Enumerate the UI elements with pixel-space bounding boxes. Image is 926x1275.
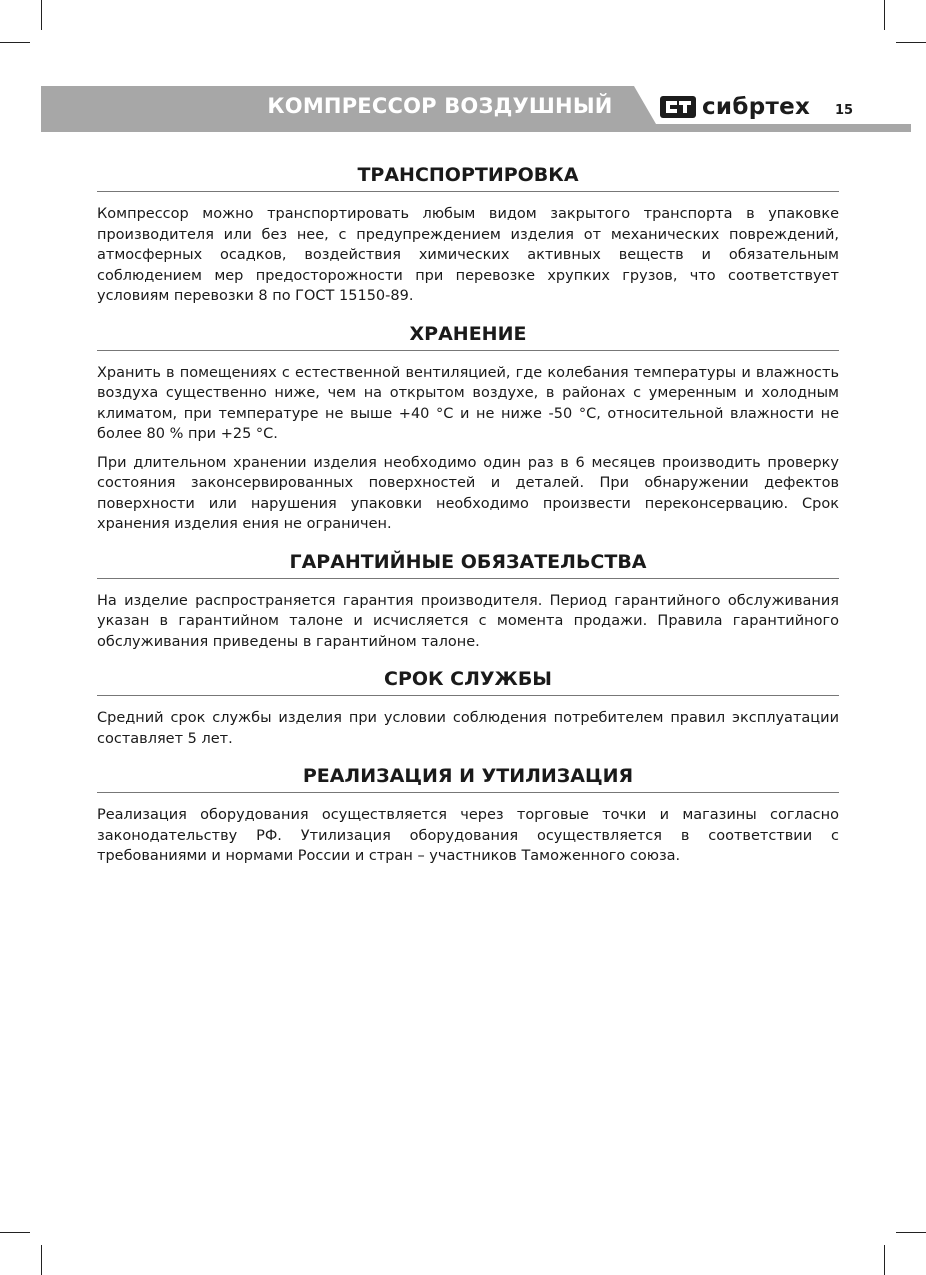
brand-logo bbox=[660, 94, 810, 120]
crop-mark bbox=[896, 1232, 926, 1233]
section-transport bbox=[97, 162, 839, 307]
section-title: СРОК СЛУЖБЫ bbox=[97, 666, 839, 696]
crop-mark bbox=[896, 42, 926, 43]
section-warranty bbox=[97, 549, 839, 653]
page-number: 15 bbox=[835, 103, 854, 118]
section-service-life bbox=[97, 666, 839, 749]
section-title: ХРАНЕНИЕ bbox=[97, 321, 839, 351]
section-title: РЕАЛИЗАЦИЯ И УТИЛИЗАЦИЯ bbox=[97, 763, 839, 793]
sibrtech-logo-icon bbox=[660, 96, 696, 118]
crop-mark bbox=[41, 0, 42, 30]
page-content bbox=[97, 162, 839, 867]
logo-text: сибртех bbox=[702, 94, 811, 120]
crop-mark bbox=[884, 1245, 885, 1275]
crop-mark bbox=[0, 1232, 30, 1233]
crop-mark bbox=[0, 42, 30, 43]
paragraph: Компрессор можно транспортировать любым видом закрытого транспорта в упаковке производителя или без нее, с предупреждением изделия от механических повреждений, атмосферных осадков, воздействия химических активных веществ и обязательным соблюдением мер предосторожности при перевозке хрупких грузов, что соответствует условиям перевозки 8 по ГОСТ 15150-89. bbox=[97, 206, 839, 304]
section-disposal bbox=[97, 763, 839, 867]
crop-mark bbox=[884, 0, 885, 30]
paragraph: Хранить в помещениях с естественной вентиляцией, где колебания температуры и влажность воздуха существенно ниже, чем на открытом воздухе, в районах с умеренным и холодным климатом, при температуре не выше +40 °С и не ниже -50 °С, относительной влажности не более 80 % при +25 °С. bbox=[97, 364, 839, 442]
paragraph: При длительном хранении изделия необходимо один раз в 6 месяцев производить проверку состояния законсервированных поверхностей и деталей. При обнаружении дефектов поверхности или нарушения упаковки необходимо произвести переконсервацию. Срок хранения изделия ения не ограничен. bbox=[97, 454, 839, 532]
section-title: ТРАНСПОРТИРОВКА bbox=[97, 162, 839, 192]
document-title: КОМПРЕССОР ВОЗДУШНЫЙ bbox=[267, 94, 613, 118]
section-storage bbox=[97, 321, 839, 535]
paragraph: На изделие распространяется гарантия производителя. Период гарантийного обслуживания указан в гарантийном талоне и исчисляется с момента продажи. Правила гарантийного обслуживания приведены в гарантийном талоне. bbox=[97, 592, 839, 650]
section-title: ГАРАНТИЙНЫЕ ОБЯЗАТЕЛЬСТВА bbox=[97, 549, 839, 579]
paragraph: Средний срок службы изделия при условии соблюдения потребителем правил эксплуатации составляет 5 лет. bbox=[97, 710, 839, 747]
paragraph: Реализация оборудования осуществляется через торговые точки и магазины согласно законодательству РФ. Утилизация оборудования осуществляется в соответствии с требованиями и нормами России и стран – участников Таможенного союза. bbox=[97, 807, 839, 864]
crop-mark bbox=[41, 1245, 42, 1275]
